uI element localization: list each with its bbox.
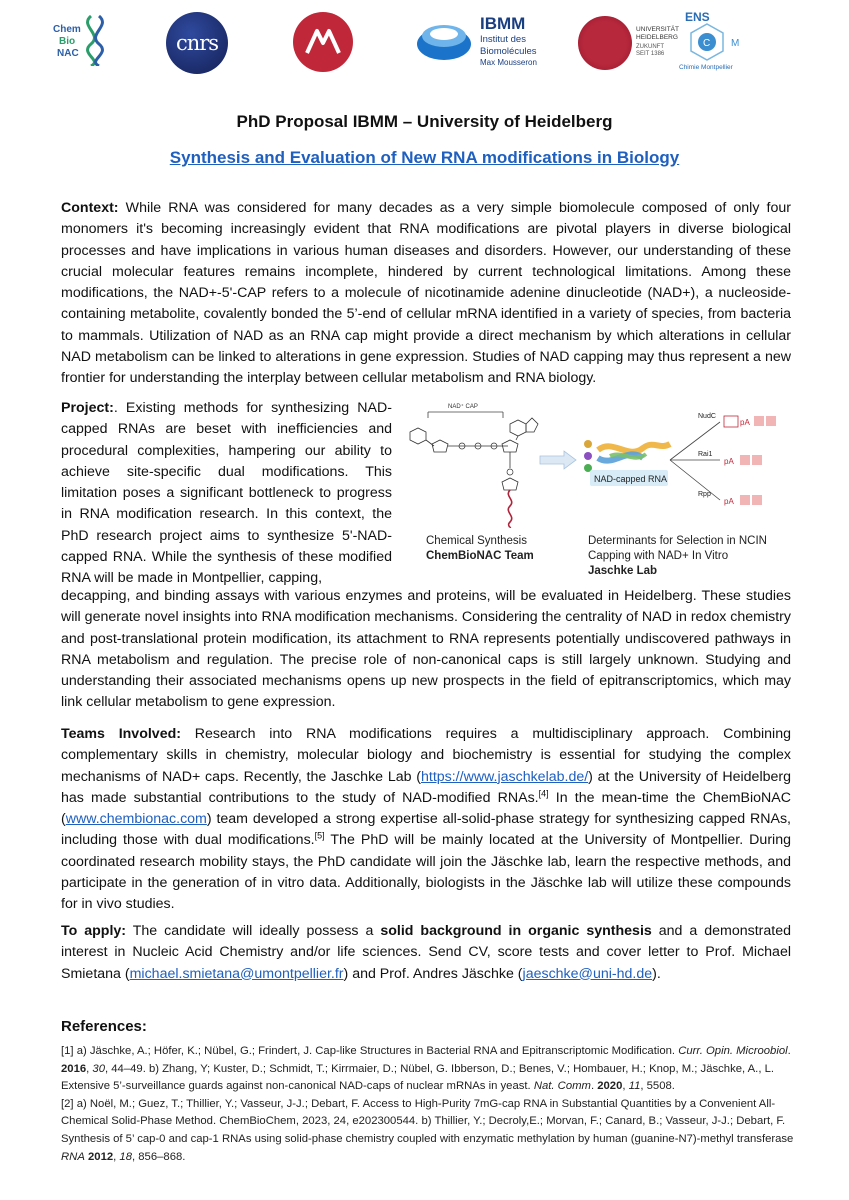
apply-text-2: and a demonstrated interest in Nucleic Acid Chemistry and/or life sciences. Send CV, score tests and cover letter to Prof. Michael Smietana ( [61,923,791,982]
citation-5: [5] [314,830,325,841]
page-title: PhD Proposal IBMM – University of Heidelberg [236,112,613,131]
references-list [61,1043,796,1166]
page-subtitle[interactable]: Synthesis and Evaluation of New RNA modifications in Biology [169,148,680,167]
context-text: While RNA was considered for many decades as a very simple biomolecule composed of only four monomers it's becoming increasingly evident that RNA modifications are pivotal players in diverse biological processes and have implications in various human diseases and disorders. However, our understanding of these crucial molecular features remains incomplete, hindered by current technological limitations. Among these modifications, the NAD+-5'-CAP refers to a molecule of nicotinamide adenine dinucleotide (NAD+), a nucleoside-containing metabolite, covalently bonded the 5’-end of cellular mRNA identified in a variety of species, from bacteria to mammals. Utilization of NAD as an RNA cap might provide a direct mechanism by which alterations in cellular NAD metabolism can be linked to alterations in gene expression. Studies of NAD capping may thus represent a new frontier for understanding the interplay between cellular metabolism and RNA biology. [61,200,791,387]
chembionac-logo-text-1: Chem [53,24,81,35]
product-rai1 [724,455,762,466]
nad-cap-label: NAD⁺ CAP [448,404,478,410]
cnrs-logo-text: cnrs [175,31,219,55]
project-paragraph-continued: decapping, and binding assays with various enzymes and proteins, will be evaluated in Heidelberg. These studies will generate novel insights into RNA modification mechanisms. Considering the centrality of NAD in redox chemistry and post-translational protein modification, its attachment to RNA represents potentially undiscovered pathways in RNA metabolism and regulation. The precise role of non-canonical caps is still largely unknown. Studying and understanding their associated mechanisms opens up new prospects in the field of epitranscriptomics, which may link cellular metabolism to gene expression. [61,588,791,711]
enzyme-nudc: NudC [698,413,716,420]
heidelberg-line-3: ZUKUNFT [636,44,664,50]
chembionac-logo-text-2: Bio [59,36,76,47]
teams-text-2: ) at the University of Heidelberg has made substantial contributions to the study of NAD-modified RNAs. [61,768,791,806]
um-logo [293,12,353,72]
reference-1: [1] a) Jäschke, A.; Höfer, K.; Nübel, G.; Frindert, J. Cap-like Structures in Bacterial RNA and Epitranscriptomic Modification. Curr. Opin. Microobiol. 2016, 30, 44–49. b) Zhang, Y; Kuster, D.; Schmidt, T.; Kirrmaier, D.; Nübel, G. Ibberson, D.; Benes, V.; Hombauer, H.; Knop, M.; Jäschke, A., L. Extensive 5’-surveillance guards against non-canonical NAD-caps of nuclear mRNAs in yeast. Nat. Comm. 2020, 11, 5508. [61,1045,791,1093]
svg-text:pA: pA [724,457,734,466]
context-label: Context: [61,200,119,216]
ibmm-logo-sub3: Max Mousseron [480,58,537,67]
chembionac-logo [49,12,111,66]
apply-text-4: ). [652,965,661,982]
teams-text-1: Research into RNA modifications requires a multidisciplinary approach. Combining complementary skills in chemistry, molecular biology and biochemistry is essential for studying the complex mechanisms of NAD+ caps. Recently, the Jaschke Lab ( [61,726,791,785]
teams-text-5: The PhD will be mainly located at the University of Montpellier. During coordinated research mobility stays, the PhD candidate will join the Jäschke lab, learn the respective methods, and participate in the generation of in vitro data. Additionally, biologists in the Jäschke lab will utilize these compounds for in vivo studies. [61,832,791,913]
citation-4: [4] [538,788,549,799]
apply-label: To apply: [61,923,127,939]
figure-caption-right-3: Jaschke Lab [588,565,658,577]
ens-logo-text: ENS [685,10,710,24]
project-label: Project: [61,400,114,416]
figure-caption-left-1: Chemical Synthesis [426,535,527,547]
project-text-left: . Existing methods for synthesizing NAD-capped RNAs are beset with inefficiencies and procedural complexities, hampering our ability to achieve site-specific dual modifications. This limitation poses a significant bottleneck to progress in RNA modification research. In this context, the PhD research project aims to synthesize 5'-NAD-capped RNA. While the synthesis of these modified RNA will be made in Montpellier, capping, [61,400,392,587]
references-heading: References: [61,1018,147,1035]
teams-paragraph [61,724,791,916]
logo-bar [0,0,849,80]
um-logo-mark [303,27,343,57]
figure-caption-right [588,534,767,579]
cnrs-logo [166,12,228,74]
heidelberg-line-2: HEIDELBERG [636,34,678,41]
project-figure [398,398,798,583]
nad-capped-rna-label: NAD-capped RNA [594,474,668,484]
ens-logo-c: C [703,38,711,49]
enzyme-rpp: Rpp [698,491,711,498]
chembionac-logo-text-3: NAC [57,48,79,59]
ens-logo-sub: Chimie Montpellier [679,64,733,71]
ibmm-logo-sub1: Institut des [480,34,526,45]
ens-logo-m: M [731,38,740,49]
figure-caption-left [426,534,534,564]
product-nudc [724,416,776,427]
svg-text:pA: pA [740,418,750,427]
apply-paragraph [61,921,791,985]
reference-2: [2] a) Noël, M.; Guez, T.; Thillier, Y.; Vasseur, J-J.; Debart, F. Access to High-Purity 7mG-cap RNA in Substantial Quantities by a Convenient All-Chemical Solid-Phase Method. ChemBioChem, 2023, 24, e202300544. b) Thillier, Y.; Decroly,E.; Morvan, F.; Canard, B.; Vasseur, J-J.; Debart, F. Synthesis of 5’ cap-0 and cap-1 RNAs using solid-phase chemistry coupled with enzymatic methylation by human (guanine-N7)-methyl transferase RNA 2012, 18, 856–868. [61,1097,794,1163]
project-paragraph [61,398,392,590]
teams-text-4: ) team developed a strong expertise all-solid-phase strategy for synthesizing capped RNAs, including those with dual modifications. [61,811,791,849]
jaschke-lab-link[interactable]: https://www.jaschkelab.de/ [420,768,589,785]
apply-bold: solid background in organic synthesis [380,923,652,939]
heidelberg-seal [578,16,632,70]
heidelberg-logo [578,16,678,72]
heidelberg-line-1: UNIVERSITÄT [636,26,679,33]
figure-caption-right-2: Capping with NAD+ In Vitro [588,550,729,562]
ibmm-logo-name: IBMM [480,14,526,33]
figure-caption-left-2: ChemBioNAC Team [426,550,534,562]
figure-scheme [398,398,798,528]
ibmm-logo-mark [414,12,474,72]
ibmm-logo [414,12,538,74]
apply-text-1: The candidate will ideally possess a [126,923,381,939]
jaeschke-email-link[interactable]: jaeschke@uni-hd.de [522,965,653,982]
product-rpp [724,495,762,506]
figure-caption-right-1: Determinants for Selection in NCIN [588,535,767,547]
ens-logo [679,8,759,76]
enzyme-rai1: Rai1 [698,451,713,458]
teams-text-3: In the mean-time the ChemBioNAC ( [61,789,791,828]
context-paragraph [61,198,791,390]
smietana-email-link[interactable]: michael.smietana@umontpellier.fr [129,965,344,982]
ens-logo-mark [683,22,753,66]
ibmm-logo-sub2: Biomolécules [480,46,537,57]
heidelberg-line-4: SEIT 1386 [636,51,665,57]
svg-text:pA: pA [724,497,734,506]
apply-text-3: ) and Prof. Andres Jäschke ( [343,965,523,982]
teams-label: Teams Involved: [61,726,181,742]
chembionac-link[interactable]: www.chembionac.com [65,811,207,828]
